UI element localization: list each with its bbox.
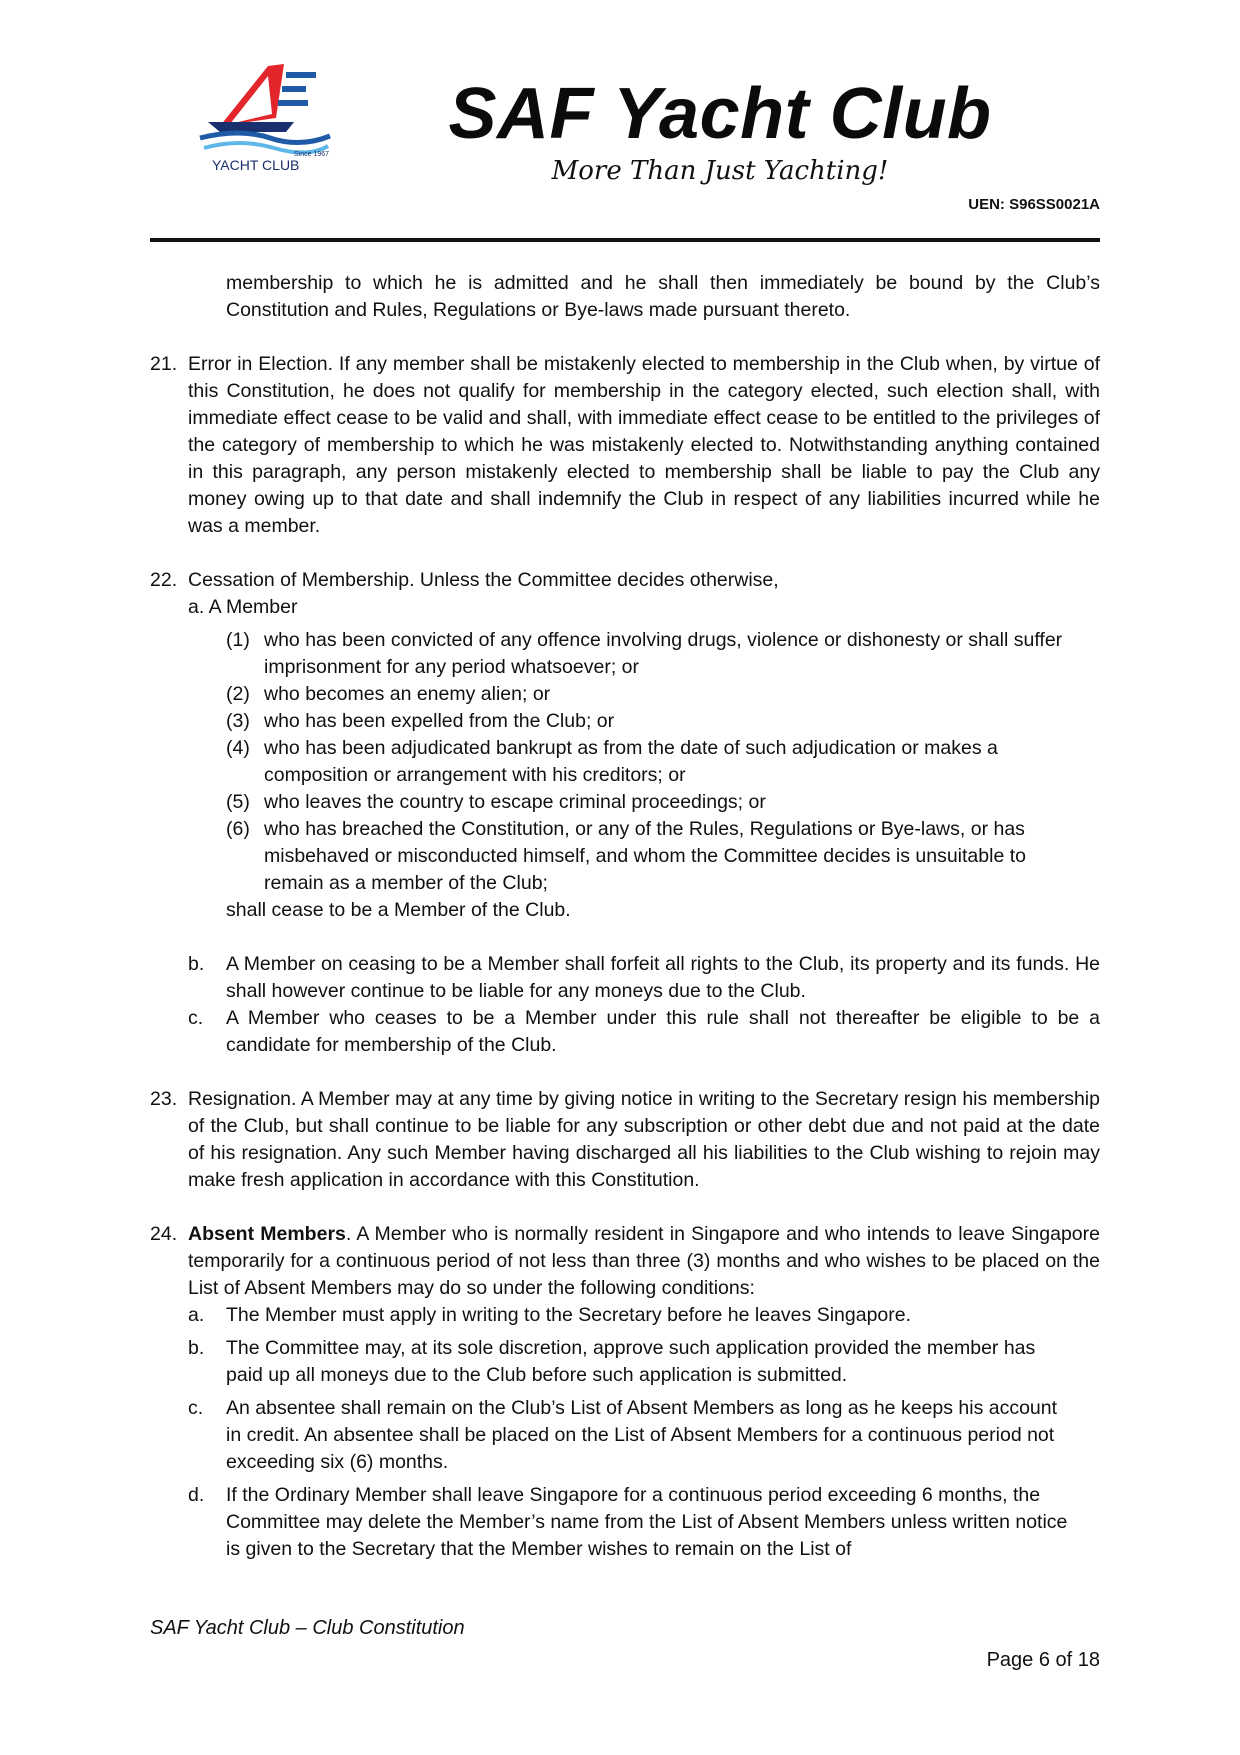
list-item xyxy=(150,1335,1100,1389)
sub-item-text: The Member must apply in writing to the Secretary before he leaves Singapore. xyxy=(226,1304,912,1326)
sub-item-letter: c. xyxy=(188,1007,204,1029)
intro-paragraph: membership to which he is admitted and he shall then immediately be bound by the Club’s Constitution and Rules, Regulations or Bye-laws made pursuant thereto. xyxy=(226,272,1100,321)
club-logo xyxy=(190,58,340,178)
section-number: 21. xyxy=(150,353,178,375)
logo-text: YACHT CLUB xyxy=(212,157,300,173)
list-item xyxy=(150,789,1100,816)
list-item xyxy=(150,1395,1100,1476)
logo-since-text: Since 1967 xyxy=(294,151,330,158)
section-24 xyxy=(150,1221,1100,1302)
yacht-logo-icon xyxy=(190,58,340,178)
sub-item-text: An absentee shall remain on the Club’s List of Absent Members as long as he keeps his account in credit. An absentee shall be placed on the List of Absent Members for a continuous period not exceeding six (6) months. xyxy=(226,1397,1058,1473)
list-text: who has breached the Constitution, or any of the Rules, Regulations or Bye-laws, or has misbehaved or misconducted himself, and whom the Committee decides is unsuitable to remain as a member of the Club; xyxy=(264,818,1026,894)
list-item xyxy=(150,627,1100,681)
section-number: 22. xyxy=(150,569,178,591)
document-body xyxy=(150,270,1100,1563)
section-22 xyxy=(150,567,1100,594)
sub-item-letter: c. xyxy=(188,1397,204,1419)
sub-item-text: If the Ordinary Member shall leave Singapore for a continuous period exceeding 6 months, the Committee may delete the Member’s name from the List of Absent Members unless written notice is given to the Secretary that the Member wishes to remain on the List of xyxy=(226,1484,1068,1560)
page-number: Page 6 of 18 xyxy=(986,1649,1100,1671)
list-number: (5) xyxy=(226,791,250,813)
sub-item-text: The Committee may, at its sole discretion, approve such application provided the member has paid up all moneys due to the Club before such application is submitted. xyxy=(226,1337,1036,1386)
section-text: Error in Election. If any member shall be mistakenly elected to membership in the Club when, by virtue of this Constitution, he does not qualify for membership in the category elected, such election shall, with immediate effect cease to be valid and shall, with immediate effect cease to be entitled to the privileges of the category of membership to which he was mistakenly elected to. Notwithstanding anything contained in this paragraph, any person mistakenly elected to membership shall be liable to pay the Club any money owing up to that date and shall indemnify the Club in respect of any liabilities incurred while he was a member. xyxy=(188,353,1100,537)
list-text: who has been adjudicated bankrupt as from the date of such adjudication or makes a composition or arrangement with his creditors; or xyxy=(264,737,998,786)
section-number: 24. xyxy=(150,1223,178,1245)
list-item xyxy=(150,816,1100,897)
sub-item-letter: a. xyxy=(188,1304,205,1326)
list-text: who leaves the country to escape criminal proceedings; or xyxy=(264,791,766,813)
section-number: 23. xyxy=(150,1088,178,1110)
list-number: (2) xyxy=(226,683,250,705)
uen-number: UEN: S96SS0021A xyxy=(968,196,1100,213)
list-text: who becomes an enemy alien; or xyxy=(264,683,551,705)
list-text: who has been expelled from the Club; or xyxy=(264,710,615,732)
list-item xyxy=(150,681,1100,708)
list-item xyxy=(150,1302,1100,1329)
sub-item-letter: b. xyxy=(188,953,205,975)
section-title: Absent Members xyxy=(188,1223,346,1245)
section-text: Resignation. A Member may at any time by giving notice in writing to the Secretary resign his membership of the Club, but shall continue to be liable for any subscription or other debt due and not paid at the date of his resignation. Any such Member having discharged all his liabilities to the Club wishing to rejoin may make fresh application in accordance with this Constitution. xyxy=(188,1088,1100,1191)
cessation-conclusion: shall cease to be a Member of the Club. xyxy=(226,899,571,921)
tagline: More Than Just Yachting! xyxy=(551,156,889,186)
section-text: Cessation of Membership. Unless the Committee decides otherwise, xyxy=(188,569,779,591)
sub-item-letter: b. xyxy=(188,1337,205,1359)
list-number: (4) xyxy=(226,737,250,759)
list-number: (6) xyxy=(226,818,250,840)
footer-document-title: SAF Yacht Club – Club Constitution xyxy=(150,1617,465,1639)
sub-item-b xyxy=(150,951,1100,1005)
page-title: SAF Yacht Club xyxy=(448,74,992,154)
header-divider xyxy=(150,238,1100,242)
sub-item-text: A Member who ceases to be a Member under this rule shall not thereafter be eligible to be a candidate for membership of the Club. xyxy=(226,1007,1100,1056)
section-text: . A Member who is normally resident in Singapore and who intends to leave Singapore temporarily for a continuous period of not less than three (3) months and who wishes to be placed on the List of Absent Members may do so under the following conditions: xyxy=(188,1223,1100,1299)
list-item xyxy=(150,708,1100,735)
section-23 xyxy=(150,1086,1100,1194)
list-item xyxy=(150,1482,1100,1563)
list-text: who has been convicted of any offence involving drugs, violence or dishonesty or shall suffer imprisonment for any period whatsoever; or xyxy=(264,629,1063,678)
sub-item-letter: d. xyxy=(188,1484,205,1506)
sub-item-c xyxy=(150,1005,1100,1059)
list-number: (3) xyxy=(226,710,250,732)
sub-item-text: A Member on ceasing to be a Member shall forfeit all rights to the Club, its property and its funds. He shall however continue to be liable for any moneys due to the Club. xyxy=(226,953,1100,1002)
list-item xyxy=(150,735,1100,789)
section-21 xyxy=(150,351,1100,540)
sub-item-a-label: a. A Member xyxy=(188,596,298,618)
list-number: (1) xyxy=(226,629,250,651)
